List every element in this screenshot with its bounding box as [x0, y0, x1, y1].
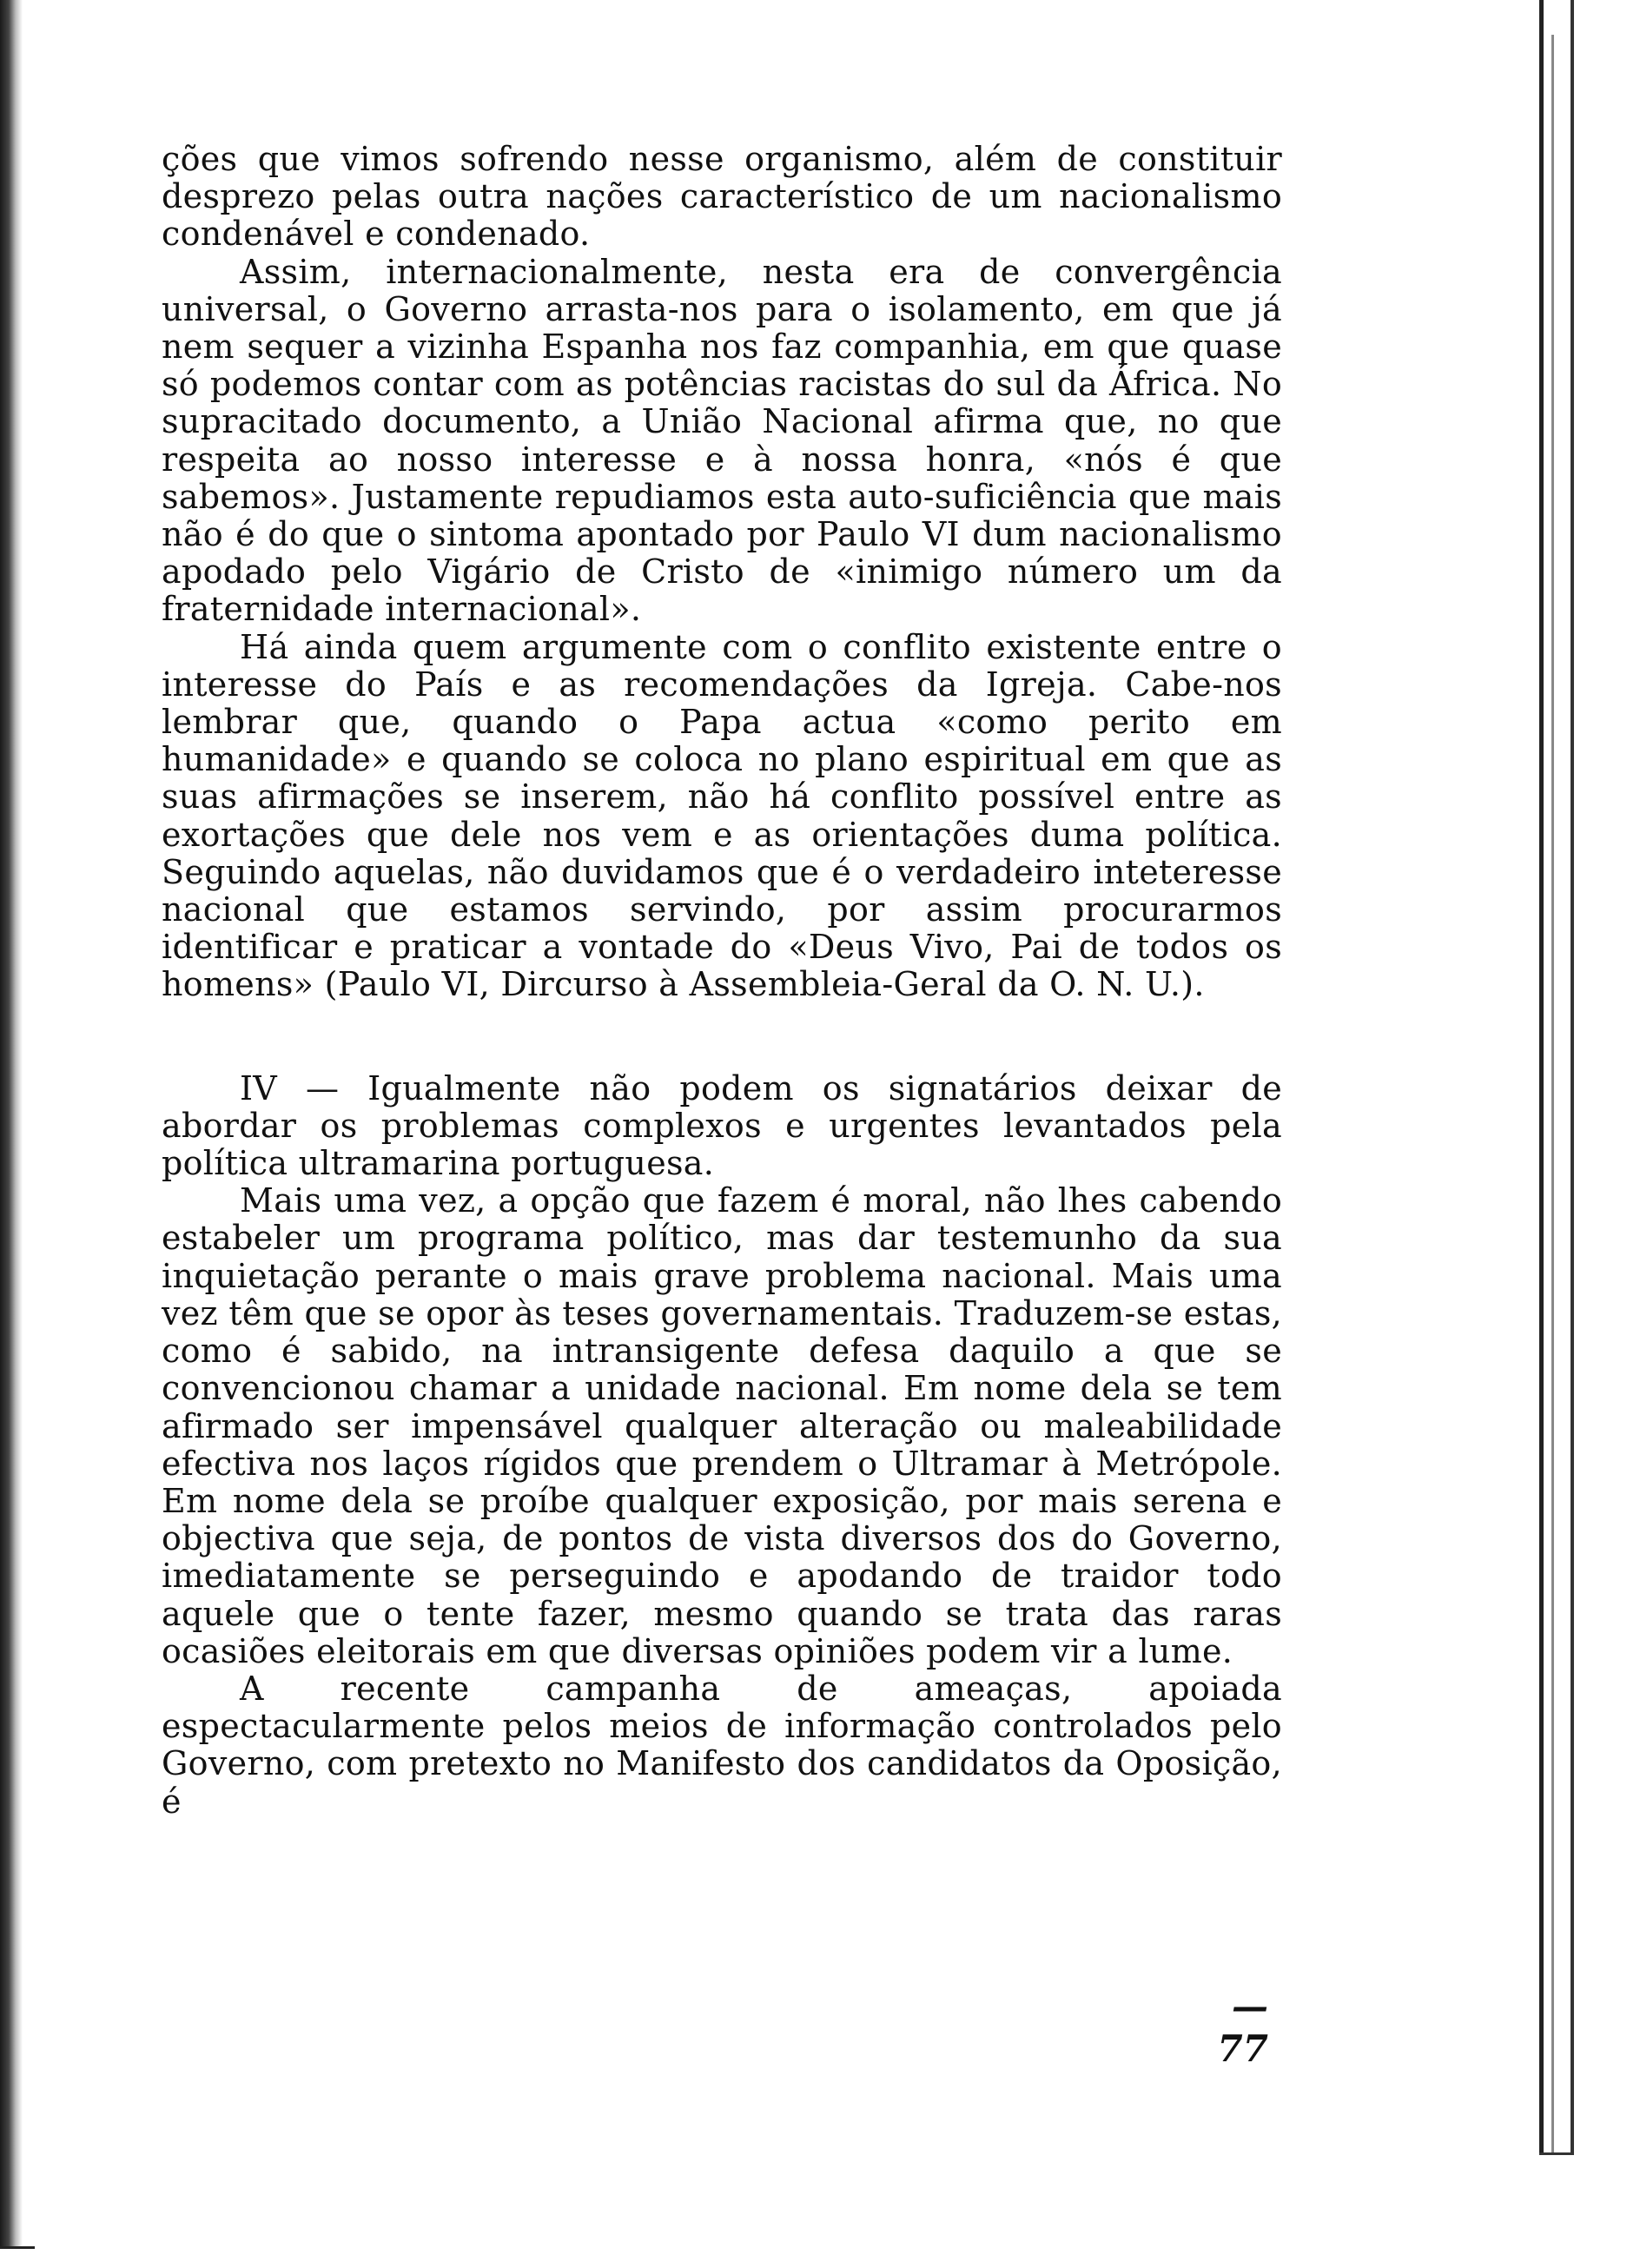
paragraph-6: A recente campanha de ameaças, apoiada espectacularmente pelos meios de informação controlados pelo Governo, com pretexto no Manifesto dos candidatos da Oposição, é [162, 1669, 1282, 1821]
page-left-edge [0, 0, 23, 2265]
body-text [162, 141, 1282, 1821]
paragraph-3: Há ainda quem argumente com o conflito existente entre o interesse do País e as recomendações da Igreja. Cabe-nos lembrar que, quando o Papa actua «como perito em humanidade» e quando se coloca no plano espiritual em que as suas afirmações se inserem, não há conflito possível entre as exortações que dele nos vem e as orientações duma política. Seguindo aquelas, não duvidamos que é o verdadeiro inteteresse nacional que estamos servindo, por assim procurarmos identificar e praticar a vontade do «Deus Vivo, Pai de todos os homens» (Paulo VI, Dircurso à Assembleia-Geral da O. N. U.). [162, 627, 1282, 1004]
section-gap [162, 1004, 1282, 1070]
paragraph-2: Assim, internacionalmente, nesta era de convergência universal, o Governo arrasta-nos para o isolamento, em que já nem sequer a vizinha Espanha nos faz companhia, em que quase só podemos contar com as potências racistas do sul da África. No supracitado documento, a União Nacional afirma que, no que respeita ao nosso interesse e à nossa honra, «nós é que sabemos». Justamente repudiamos esta auto-suficiência que mais não é do que o sintoma apontado por Paulo VI dum nacionalismo apodado pelo Vigário de Cristo de «inimigo número um da fraternidade internacional». [162, 252, 1282, 629]
paragraph-5: Mais uma vez, a opção que fazem é moral, não lhes cabendo estabeler um programa político, mas dar testemunho da sua inquietação perante o mais grave problema nacional. Mais uma vez têm que se opor às teses governamentais. Traduzem-se estas, como é sabido, na intransigente defesa daquilo a que se convencionou chamar a unidade nacional. Em nome dela se tem afirmado ser impensável qualquer alteração ou maleabilidade efectiva nos laços rígidos que prendem o Ultramar à Metrópole. Em nome dela se proíbe qualquer exposição, por mais serena e objectiva que seja, de pontos de vista diversos dos do Governo, imediatamente se perseguindo e apodando de traidor todo aquele que o tente fazer, mesmo quando se trata das raras ocasiões eleitorais em que diversas opiniões podem vir a lume. [162, 1181, 1282, 1670]
page-right-edge [1539, 0, 1640, 2265]
page-number: — 77 [1217, 1985, 1268, 2070]
paragraph-4: IV — Igualmente não podem os signatários deixar de abordar os problemas complexos e urgentes levantados pela política ultramarina portuguesa. [162, 1068, 1282, 1183]
page-bottom-left-edge [0, 2246, 35, 2268]
paragraph-1: ções que vimos sofrendo nesse organismo, além de constituir desprezo pelas outra nações característico de um nacionalismo condenável e condenado. [162, 140, 1282, 254]
